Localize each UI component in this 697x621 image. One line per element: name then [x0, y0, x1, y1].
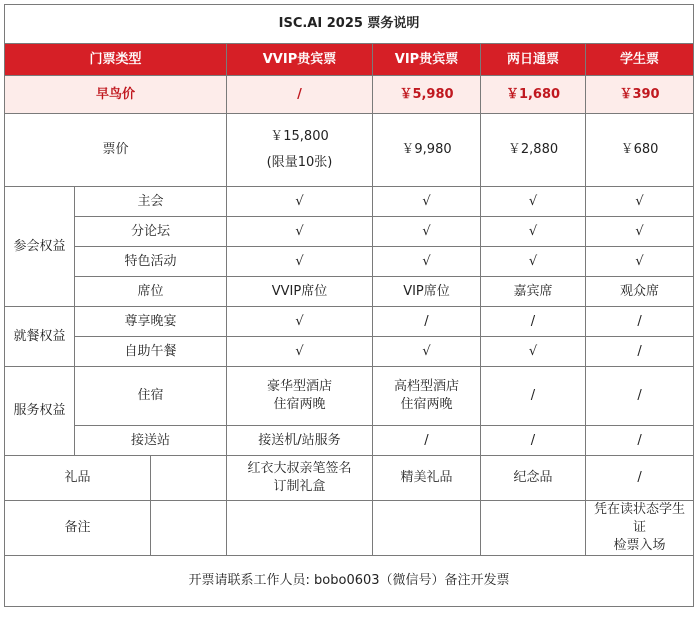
cell: / — [586, 337, 694, 367]
cell: 接送机/站服务 — [227, 426, 373, 456]
cell: √ — [481, 187, 586, 217]
cell — [227, 456, 373, 501]
price-label: 票价 — [5, 114, 227, 187]
cell: / — [373, 307, 481, 337]
row-label: 主会 — [75, 187, 227, 217]
cell: √ — [227, 307, 373, 337]
cell: 精美礼品 — [373, 456, 481, 501]
price-vip: ￥9,980 — [373, 114, 481, 187]
price-student: ￥680 — [586, 114, 694, 187]
table-row — [5, 367, 694, 426]
cell: √ — [373, 187, 481, 217]
price-vvip-value: ￥15,800 — [270, 129, 329, 144]
cell: √ — [481, 217, 586, 247]
cell: √ — [586, 187, 694, 217]
cell: 观众席 — [586, 277, 694, 307]
early-bird-two-day: ￥1,680 — [481, 76, 586, 114]
cell: √ — [373, 217, 481, 247]
cell: 嘉宾席 — [481, 277, 586, 307]
group-service: 服务权益 — [5, 367, 75, 456]
cell: √ — [227, 247, 373, 277]
cell: / — [481, 307, 586, 337]
hotel-vip-line2: 住宿两晚 — [400, 397, 453, 412]
early-bird-row — [5, 76, 694, 114]
table-row — [5, 217, 694, 247]
early-bird-vip: ￥5,980 — [373, 76, 481, 114]
row-label: 席位 — [75, 277, 227, 307]
gift-vvip-line2: 订制礼盒 — [273, 479, 326, 494]
remark-label: 备注 — [5, 501, 151, 556]
cell: / — [373, 426, 481, 456]
group-conference: 参会权益 — [5, 187, 75, 307]
cell-empty — [151, 501, 227, 556]
cell: √ — [586, 217, 694, 247]
title-row — [5, 5, 694, 44]
table-row — [5, 456, 694, 501]
row-label: 自助午餐 — [75, 337, 227, 367]
cell-empty — [151, 456, 227, 501]
cell: / — [586, 426, 694, 456]
row-label: 住宿 — [75, 367, 227, 426]
table-title: ISC.AI 2025 票务说明 — [5, 5, 694, 44]
table-row — [5, 501, 694, 556]
header-row — [5, 44, 694, 76]
early-bird-label: 早鸟价 — [5, 76, 227, 114]
cell: 纪念品 — [481, 456, 586, 501]
cell: √ — [227, 187, 373, 217]
table-row — [5, 277, 694, 307]
table-row — [5, 187, 694, 217]
table-row — [5, 426, 694, 456]
header-vip: VIP贵宾票 — [373, 44, 481, 76]
table-row — [5, 337, 694, 367]
cell: / — [586, 307, 694, 337]
remark-student-line1: 凭在读状态学生证 — [594, 502, 686, 535]
cell-empty — [373, 501, 481, 556]
cell — [373, 367, 481, 426]
price-two-day: ￥2,880 — [481, 114, 586, 187]
row-label: 特色活动 — [75, 247, 227, 277]
group-dining: 就餐权益 — [5, 307, 75, 367]
gift-label: 礼品 — [5, 456, 151, 501]
cell-empty — [227, 501, 373, 556]
table-row — [5, 247, 694, 277]
cell: VIP席位 — [373, 277, 481, 307]
cell — [586, 501, 694, 556]
cell-empty — [481, 501, 586, 556]
footer-row — [5, 556, 694, 607]
cell: √ — [227, 337, 373, 367]
hotel-vvip-line2: 住宿两晚 — [273, 397, 326, 412]
header-two-day: 两日通票 — [481, 44, 586, 76]
cell: / — [481, 367, 586, 426]
hotel-vvip-line1: 豪华型酒店 — [266, 379, 332, 394]
price-row — [5, 114, 694, 187]
cell — [227, 367, 373, 426]
row-label: 尊享晚宴 — [75, 307, 227, 337]
cell: VVIP席位 — [227, 277, 373, 307]
cell: / — [586, 456, 694, 501]
row-label: 接送站 — [75, 426, 227, 456]
remark-student-line2: 检票入场 — [613, 538, 666, 553]
cell: / — [481, 426, 586, 456]
early-bird-student: ￥390 — [586, 76, 694, 114]
table-row — [5, 307, 694, 337]
early-bird-vvip: / — [227, 76, 373, 114]
ticket-table — [4, 4, 694, 607]
cell: √ — [481, 337, 586, 367]
hotel-vip-line1: 高档型酒店 — [393, 379, 459, 394]
row-label: 分论坛 — [75, 217, 227, 247]
cell: / — [586, 367, 694, 426]
header-student: 学生票 — [586, 44, 694, 76]
cell: √ — [227, 217, 373, 247]
price-vvip — [227, 114, 373, 187]
cell: √ — [586, 247, 694, 277]
cell: √ — [373, 337, 481, 367]
price-vvip-limit: (限量10张) — [266, 155, 333, 170]
footer-note: 开票请联系工作人员: bobo0603（微信号）备注开发票 — [5, 556, 694, 607]
cell: √ — [373, 247, 481, 277]
gift-vvip-line1: 红衣大叔亲笔签名 — [247, 461, 352, 476]
header-type: 门票类型 — [5, 44, 227, 76]
header-vvip: VVIP贵宾票 — [227, 44, 373, 76]
cell: √ — [481, 247, 586, 277]
